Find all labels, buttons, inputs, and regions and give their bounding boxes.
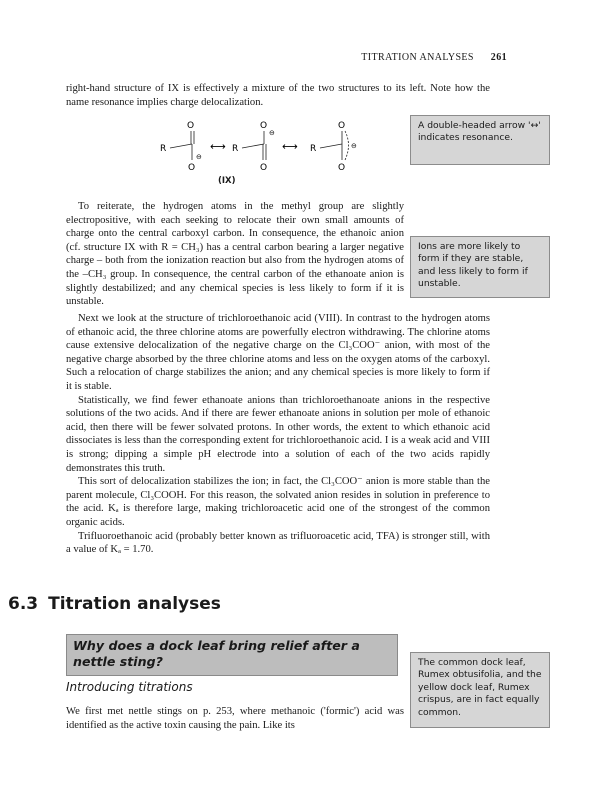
structure-label: (IX)	[218, 176, 236, 186]
margin-note-resonance: A double-headed arrow '↔' indicates resonance.	[410, 115, 550, 165]
intro-paragraph: right-hand structure of IX is effectively a mixture of the two structures to its left. Note how the name resonance implies charge delocalization.	[66, 83, 490, 108]
running-head	[361, 52, 507, 63]
section-title: Titration analyses	[48, 594, 221, 614]
bond-r-2	[242, 144, 264, 148]
atom-o-bottom-3: O	[338, 163, 346, 173]
delocalized-bond-3	[345, 131, 349, 160]
atom-o-top-2: O	[260, 121, 268, 131]
paragraph-delocalization: This sort of delocalization stabilizes the ion; in fact, the Cl₃COO⁻ anion is more stable than the parent molecule, Cl₃COOH. For this reason, the solvated anion resides in solution in preference to the acid. Kₐ is therefore large, making trichloroacetic acid one of the strongest of the common organic acids.	[66, 476, 490, 528]
paragraph-statistics: Statistically, we find fewer ethanoate anions than trichloroethanoate anions in the respective solutions of the two acids. And if there are fewer ethanoate anions in solution per mole of ethanoic acid, then there will be fewer solvated protons. In other words, the extent to which ethanoic acid dissociates is less than the corresponding extent for trichloroethanoic acid. I is a weak acid and VIII is strong; dipping a simple pH electrode into a solution of each of the two acids rapidly demonstrates this truth.	[66, 394, 490, 474]
section-heading	[8, 594, 221, 614]
bond-r-3	[320, 144, 342, 148]
paragraph-block-4	[66, 705, 404, 732]
atom-r-3: R	[310, 144, 317, 154]
subheading: Introducing titrations	[66, 680, 193, 694]
resonance-arrow-2: ⟷	[282, 140, 298, 153]
resonance-arrow-1: ⟷	[210, 140, 226, 153]
atom-o-top-1: O	[187, 121, 195, 131]
minus-charge-2: ⊖	[269, 129, 275, 137]
atom-r-1: R	[160, 144, 167, 154]
page-number: 261	[490, 52, 507, 63]
atom-o-bottom-1: O	[188, 163, 196, 173]
intro-paragraph-block	[66, 82, 490, 109]
paragraph-block-3	[66, 312, 490, 557]
question-box: Why does a dock leaf bring relief after a nettle sting?	[66, 634, 398, 676]
running-head-title: TITRATION ANALYSES	[361, 52, 474, 63]
bond-r-1	[170, 144, 192, 148]
resonance-structure-ix	[150, 118, 370, 190]
margin-note-stability: Ions are more likely to form if they are stable, and less likely to form if unstable.	[410, 236, 550, 298]
paragraph-trichloro: Next we look at the structure of trichloroethanoic acid (VIII). In contrast to the hydrogen atoms of ethanoic acid, the three chlorine atoms are powerfully electron withdrawing. The chlorine atoms cause extensive delocalization of the negative charge on the Cl₃COO⁻ anion, with most of the negative charge absorbed by the three chlorine atoms and less on the oxygen atoms of the carboxyl. Such a relocation of charge stabilizes the anion; and any chemical species is more likely to form if it is stable.	[66, 313, 490, 392]
atom-o-top-3: O	[338, 121, 346, 131]
paragraph-nettle: We first met nettle stings on p. 253, where methanoic ('formic') acid was identified as the active toxin causing the pain. Like its	[66, 706, 404, 731]
minus-charge-3: ⊖	[351, 142, 357, 150]
paragraph-ethanoate: To reiterate, the hydrogen atoms in the methyl group are slightly electropositive, with each seeking to relocate their own small amounts of charge onto the central carboxyl carbon. In consequence, the ethanoic anion (cf. structure IX with R = CH₃) has a central carbon bearing a larger negative charge – both from the ionization reaction but also from the hydrogen atoms of the –CH₃ group. In consequence, the central carbon of the ethanoate anion is slightly destabilized; and any chemical species is less likely to form if it is unstable.	[66, 201, 404, 308]
section-number: 6.3	[8, 594, 39, 614]
atom-r-2: R	[232, 144, 239, 154]
minus-charge-1: ⊖	[196, 153, 202, 161]
atom-o-bottom-2: O	[260, 163, 268, 173]
paragraph-trifluoro: Trifluoroethanoic acid (probably better known as trifluoroacetic acid, TFA) is stronger still, with a value of Kₐ = 1.70.	[66, 530, 490, 556]
paragraph-block-2	[66, 200, 404, 309]
margin-note-dock-leaf: The common dock leaf, Rumex obtusifolia, and the yellow dock leaf, Rumex crispus, are in fact equally common.	[410, 652, 550, 728]
